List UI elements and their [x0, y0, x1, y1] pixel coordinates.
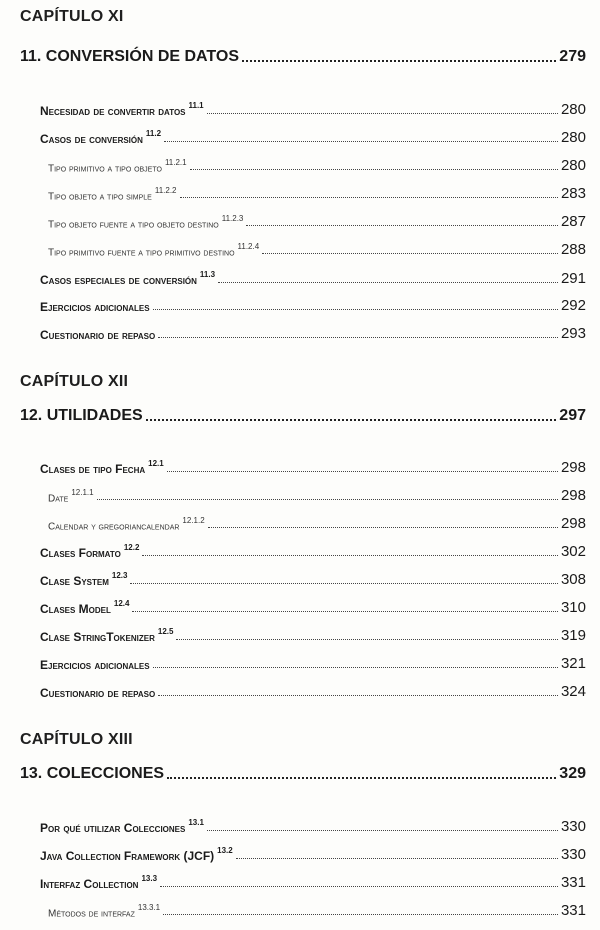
toc-entry[interactable]: [40, 627, 586, 644]
entry-title: Ejercicios adicionales: [40, 658, 150, 672]
page-number: 330: [560, 846, 586, 863]
section-ref: 11.3: [199, 270, 216, 279]
entry-title: Tipo objeto fuente a tipo objeto destino$^{11.2.3}$: [48, 213, 244, 230]
entry-title: Ejercicios adicionales: [40, 300, 150, 314]
section-ref: 13.3.1: [137, 902, 161, 912]
chapter-label: CAPÍTULO XII: [20, 373, 129, 390]
page-number: 280: [560, 157, 586, 174]
toc-entry[interactable]: [40, 297, 586, 314]
page-number: 280: [560, 101, 586, 118]
section-ref: 12.1.2: [182, 515, 205, 525]
page-number: 287: [560, 213, 586, 230]
entry-title: Por qué utilizar Colecciones $^{13.1}$: [40, 818, 204, 835]
dot-leader: [130, 583, 557, 584]
dot-leader: [246, 225, 558, 226]
dot-leader: [218, 282, 558, 283]
dot-leader: [242, 60, 556, 62]
page-number: 297: [559, 407, 586, 424]
dot-leader: [132, 611, 558, 612]
toc-entry[interactable]: [40, 543, 586, 560]
dot-leader: [207, 830, 558, 831]
toc-subentry[interactable]: [48, 157, 586, 174]
page-number: 310: [560, 599, 586, 616]
section-ref: 11.2.3: [221, 213, 244, 223]
toc-subentry[interactable]: [48, 515, 586, 532]
dot-leader: [190, 169, 558, 170]
section-ref: 11.2.2: [154, 185, 177, 195]
page-number: 292: [560, 297, 586, 314]
section-ref: 12.3: [111, 571, 128, 580]
toc-entry[interactable]: [40, 101, 586, 118]
entry-title: Casos especiales de conversión $^{11.3}$: [40, 270, 216, 287]
chapter-title-entry[interactable]: [20, 765, 586, 783]
entry-title: Cuestionario de repaso: [40, 328, 156, 342]
dot-leader: [176, 639, 557, 640]
page-number: 298: [560, 487, 586, 504]
toc-subentry[interactable]: [48, 487, 586, 504]
dot-leader: [97, 499, 558, 500]
entry-title: 12. UTILIDADES: [20, 407, 143, 424]
toc-entry[interactable]: [40, 129, 586, 146]
toc-entry[interactable]: [40, 270, 586, 287]
entry-title: Tipo primitivo a tipo objeto$^{11.2.1}$: [48, 157, 187, 174]
section-ref: 12.1: [148, 459, 164, 468]
dot-leader: [167, 471, 558, 472]
dot-leader: [153, 667, 558, 668]
section-ref: 13.2: [217, 846, 233, 855]
dot-leader: [262, 253, 558, 254]
section-ref: 11.2: [145, 129, 162, 138]
page-number: 321: [560, 655, 586, 672]
section-ref: 12.2: [123, 543, 140, 552]
entry-title: Date$^{12.1.1}$: [48, 487, 94, 504]
section-ref: 11.2.1: [164, 157, 187, 167]
dot-leader: [160, 886, 558, 887]
page-number: 329: [559, 765, 586, 782]
toc-entry[interactable]: [40, 599, 586, 616]
toc-subentry[interactable]: [48, 241, 586, 258]
page-number: 308: [560, 571, 586, 588]
toc-entry[interactable]: [40, 683, 586, 700]
dot-leader: [146, 419, 557, 421]
entry-title: Clase System $^{12.3}$: [40, 571, 128, 588]
chapter-label: CAPÍTULO XI: [20, 8, 124, 25]
toc-entry[interactable]: [40, 571, 586, 588]
toc-entry[interactable]: [40, 655, 586, 672]
dot-leader: [208, 527, 558, 528]
entry-title: 13. COLECCIONES: [20, 765, 165, 782]
page-number: 288: [560, 241, 586, 258]
entry-title: Necesidad de convertir datos $^{11.1}$: [40, 101, 204, 118]
toc-entry[interactable]: [40, 846, 586, 863]
page-number: 331: [560, 874, 586, 891]
toc-subentry[interactable]: [48, 213, 586, 230]
chapter-title-entry[interactable]: [20, 407, 586, 425]
dot-leader: [158, 695, 558, 696]
page-number: 302: [560, 543, 586, 560]
dot-leader: [158, 337, 558, 338]
entry-title: Tipo objeto a tipo simple$^{11.2.2}$: [48, 185, 177, 202]
section-ref: 11.1: [188, 101, 204, 110]
page-number: 331: [560, 902, 586, 919]
toc-entry[interactable]: [40, 874, 586, 891]
toc-entry[interactable]: [40, 459, 586, 476]
chapter-label: CAPÍTULO XIII: [20, 731, 133, 748]
dot-leader: [164, 141, 558, 142]
entry-title: Cuestionario de repaso: [40, 686, 156, 700]
dot-leader: [163, 914, 558, 915]
toc-entry[interactable]: [40, 818, 586, 835]
section-ref: 12.5: [157, 627, 174, 636]
page-number: 298: [560, 459, 586, 476]
entry-title: Clases de tipo Fecha $^{12.1}$: [40, 459, 164, 476]
chapter-title-entry[interactable]: [20, 48, 586, 66]
entry-title: Calendar y gregoriancalendar$^{12.1.2}$: [48, 515, 205, 532]
section-ref: 13.3: [141, 874, 158, 883]
dot-leader: [142, 555, 558, 556]
dot-leader: [153, 309, 558, 310]
entry-title: Tipo primitivo fuente a tipo primitivo destino$^{11.2.4}$: [48, 241, 260, 258]
entry-title: Java Collection Framework (JCF) $^{13.2}$: [40, 846, 233, 863]
entry-title: Clases Model $^{12.4}$: [40, 599, 130, 616]
toc-subentry[interactable]: [48, 185, 586, 202]
page-number: 280: [560, 129, 586, 146]
page-number: 279: [559, 48, 586, 65]
section-ref: 13.1: [188, 818, 204, 827]
page-number: 293: [560, 325, 586, 342]
dot-leader: [236, 858, 558, 859]
page-number: 324: [560, 683, 586, 700]
dot-leader: [180, 197, 558, 198]
section-ref: 11.2.4: [237, 241, 260, 251]
page-number: 319: [560, 627, 586, 644]
dot-leader: [167, 777, 556, 779]
toc-entry[interactable]: [40, 325, 586, 342]
entry-title: Métodos de interfaz$^{13.3.1}$: [48, 902, 161, 919]
dot-leader: [207, 113, 558, 114]
page-number: 298: [560, 515, 586, 532]
section-ref: 12.4: [113, 599, 130, 608]
page-number: 283: [560, 185, 586, 202]
entry-title: 11. CONVERSIÓN DE DATOS: [20, 48, 240, 65]
entry-title: Interfaz Collection $^{13.3}$: [40, 874, 158, 891]
entry-title: Clases Formato $^{12.2}$: [40, 543, 140, 560]
page-number: 330: [560, 818, 586, 835]
page-number: 291: [560, 270, 586, 287]
section-ref: 12.1.1: [71, 487, 94, 497]
toc-subentry[interactable]: [48, 902, 586, 919]
entry-title: Clase StringTokenizer $^{12.5}$: [40, 627, 174, 644]
entry-title: Casos de conversión $^{11.2}$: [40, 129, 162, 146]
